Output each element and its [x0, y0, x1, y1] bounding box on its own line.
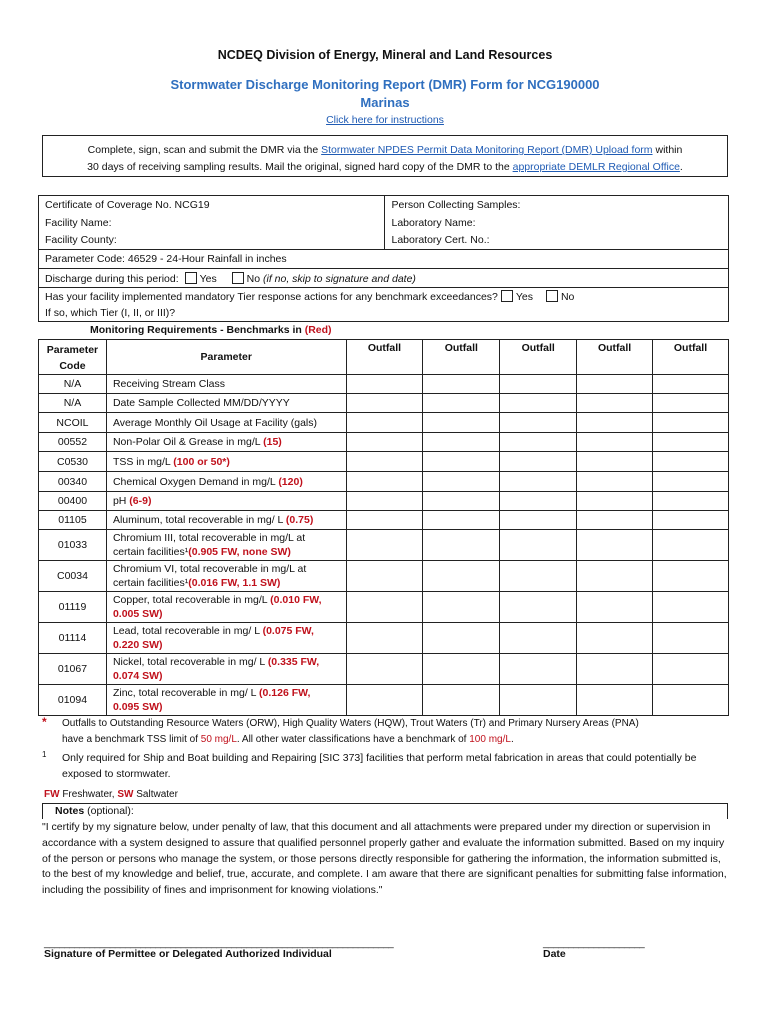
benchmark: (15) [263, 436, 282, 448]
param-text: Non-Polar Oil & Grease in mg/L [112, 436, 264, 448]
param-code: 01114 [39, 623, 107, 654]
param-text: TSS in mg/L [112, 455, 174, 468]
param-code: 01067 [39, 654, 107, 685]
form-title [0, 76, 770, 112]
param-text: Nickel, total recoverable in mg/ L [112, 656, 268, 668]
outfall-cell[interactable] [423, 623, 500, 654]
table-row [39, 511, 729, 530]
param-name [106, 685, 346, 716]
outfall-cell[interactable] [500, 592, 577, 623]
outfall-cell[interactable] [577, 433, 653, 452]
outfall-cell[interactable] [346, 592, 423, 623]
facility-info-table [38, 195, 729, 322]
outfall-cell[interactable] [346, 530, 423, 561]
outfall-cell[interactable] [500, 413, 577, 433]
form-title-line2: Marinas [360, 95, 410, 110]
param-name [106, 492, 346, 511]
notes-label: Notes [55, 805, 85, 817]
param-code: 00552 [39, 433, 107, 452]
outfall-cell[interactable] [346, 433, 423, 452]
outfall-cell[interactable] [577, 394, 653, 413]
outfall-cell[interactable] [423, 452, 500, 472]
outfall-cell[interactable] [423, 413, 500, 433]
benchmark: (6-9) [129, 495, 152, 507]
outfall-cell[interactable] [577, 375, 653, 394]
footnote-one-text: Only required for Ship and Boat building and Repairing [SIC 373] facilities that perform metal fabrication in areas that could potentially be exposed to stormwater. [62, 752, 697, 780]
param-text: Aluminum, total recoverable in mg/ L [112, 514, 286, 526]
tier-no-checkbox[interactable] [546, 290, 558, 302]
table-row [39, 394, 729, 413]
outfall-cell[interactable] [346, 375, 423, 394]
table-row [39, 452, 729, 472]
footnote-star-line1: Outfalls to Outstanding Resource Waters (ORW), High Quality Waters (HQW), Trout Waters (Tr) and Primary Nursery Areas (PNA) [62, 718, 639, 729]
param-text: Chromium III, total recoverable in mg/L at certain facilities¹ [112, 532, 306, 558]
outfall-cell[interactable] [423, 472, 500, 492]
footnote-star-line2b: . All other water classifications have a benchmark of [236, 734, 470, 745]
table-row [39, 623, 729, 654]
param-name [106, 592, 346, 623]
outfall-cell[interactable] [577, 592, 653, 623]
outfall-cell[interactable] [653, 561, 729, 592]
outfall-cell[interactable] [653, 452, 729, 472]
sw-abbrev: SW [117, 789, 134, 800]
date-label: Date [543, 948, 566, 960]
fw-text: Freshwater, [59, 789, 118, 800]
outfall-cell[interactable] [577, 530, 653, 561]
table-row [39, 413, 729, 433]
param-name [106, 472, 346, 492]
param-text: Receiving Stream Class [112, 378, 225, 390]
tier-which: If so, which Tier (I, II, or III)? [45, 306, 176, 319]
outfall-cell[interactable] [577, 413, 653, 433]
col-header-outfall-5: Outfall [653, 340, 729, 375]
param-code: C0530 [39, 452, 107, 472]
table-row [39, 561, 729, 592]
instructions-text-1: Complete, sign, scan and submit the DMR via the [87, 144, 322, 156]
outfall-cell[interactable] [577, 492, 653, 511]
outfall-cell[interactable] [346, 472, 423, 492]
table-row [39, 472, 729, 492]
discharge-no-label: No [246, 272, 261, 285]
param-name [106, 452, 346, 472]
outfall-cell[interactable] [346, 394, 423, 413]
table-row [39, 433, 729, 452]
param-code: 01119 [39, 592, 107, 623]
outfall-cell[interactable] [423, 511, 500, 530]
param-code: N/A [39, 394, 107, 413]
coc-field[interactable]: Certificate of Coverage No. NCG19 [39, 196, 385, 214]
param-code: 01033 [39, 530, 107, 561]
col-header-outfall-1: Outfall [346, 340, 423, 375]
benchmark: (0.75) [285, 514, 314, 526]
outfall-cell[interactable] [346, 413, 423, 433]
footnote-star-line2a: have a benchmark TSS limit of [62, 734, 201, 745]
lab-cert-field[interactable]: Laboratory Cert. No.: [385, 232, 729, 250]
outfall-cell[interactable] [423, 530, 500, 561]
fw-abbrev: FW [44, 789, 60, 800]
outfall-cell[interactable] [653, 433, 729, 452]
footnote-star-mark: * [42, 715, 47, 729]
tier-row [39, 288, 729, 322]
tier-yes-checkbox[interactable] [501, 290, 513, 302]
param-name [106, 623, 346, 654]
facility-name-field[interactable]: Facility Name: [39, 214, 385, 232]
instructions-link-wrap [0, 114, 770, 126]
param-code: NCOIL [39, 413, 107, 433]
footnote-star-50: 50 mg/L [200, 734, 237, 745]
outfall-cell[interactable] [423, 394, 500, 413]
outfall-cell[interactable] [346, 685, 423, 716]
signature-line[interactable]: _____________________________________________________________________ [44, 938, 394, 949]
facility-county-field[interactable]: Facility County: [39, 232, 385, 250]
param-name [106, 561, 346, 592]
discharge-label: Discharge during this period: [45, 272, 179, 285]
param-name [106, 433, 346, 452]
discharge-yes-checkbox[interactable] [185, 272, 197, 284]
outfall-cell[interactable] [653, 511, 729, 530]
signature-label: Signature of Permittee or Delegated Authorized Individual [44, 948, 332, 960]
param-code: 00340 [39, 472, 107, 492]
monitoring-caption-text: Monitoring Requirements - Benchmarks in [90, 324, 305, 336]
outfall-cell[interactable] [577, 452, 653, 472]
footnote-star-100: 100 mg/L [469, 734, 511, 745]
discharge-row [39, 269, 729, 288]
regional-office-link[interactable]: appropriate DEMLR Regional Office [512, 161, 680, 173]
tier-yes-label: Yes [515, 290, 534, 303]
outfall-cell[interactable] [653, 375, 729, 394]
outfall-cell[interactable] [653, 472, 729, 492]
notes-optional: (optional): [84, 805, 134, 817]
outfall-cell[interactable] [653, 492, 729, 511]
param-name [106, 511, 346, 530]
instructions-link[interactable]: Click here for instructions [326, 114, 444, 126]
param-code: 00400 [39, 492, 107, 511]
param-text: Average Monthly Oil Usage at Facility (gals) [112, 416, 318, 429]
param-name [106, 413, 346, 433]
param-text: Chromium VI, total recoverable in mg/L at certain facilities¹ [112, 563, 307, 589]
outfall-cell[interactable] [653, 623, 729, 654]
monitoring-table [38, 339, 729, 716]
param-code: N/A [39, 375, 107, 394]
footnote-star-line2c: . [510, 734, 514, 745]
param-text: Lead, total recoverable in mg/ L [112, 625, 263, 637]
outfall-cell[interactable] [423, 592, 500, 623]
form-title-line1: Stormwater Discharge Monitoring Report (DMR) Form for NCG190000 [170, 77, 600, 92]
discharge-yes-label: Yes [199, 272, 217, 285]
param-text: Zinc, total recoverable in mg/ L [112, 687, 260, 699]
footnote-one [42, 750, 732, 782]
instructions-text-3: 30 days of receiving sampling results. Mail the original, signed hard copy of the DMR to the [87, 161, 513, 173]
person-collecting-field[interactable]: Person Collecting Samples: [385, 196, 729, 214]
date-line[interactable]: ____________________ [543, 938, 645, 949]
instructions-text-2: within [652, 144, 683, 156]
tier-no-label: No [560, 290, 575, 303]
outfall-cell[interactable] [346, 561, 423, 592]
outfall-cell[interactable] [500, 394, 577, 413]
param-name [106, 654, 346, 685]
footnote-one-mark: 1 [42, 750, 47, 759]
col-header-outfall-2: Outfall [423, 340, 500, 375]
footnote-star [42, 714, 732, 748]
outfall-cell[interactable] [423, 492, 500, 511]
tier-question: Has your facility implemented mandatory Tier response actions for any benchmark exceedances? [45, 290, 498, 303]
param-name [106, 375, 346, 394]
table-row [39, 654, 729, 685]
outfall-cell[interactable] [423, 654, 500, 685]
outfall-cell[interactable] [577, 623, 653, 654]
param-text: pH [112, 495, 130, 507]
param-code: C0034 [39, 561, 107, 592]
monitoring-caption [90, 324, 332, 336]
param-text: Date Sample Collected MM/DD/YYYY [112, 397, 290, 409]
outfall-cell[interactable] [500, 623, 577, 654]
benchmark: (120) [278, 475, 303, 488]
benchmark: (0.905 FW, none SW) [188, 546, 291, 558]
outfall-cell[interactable] [653, 394, 729, 413]
outfall-cell[interactable] [423, 433, 500, 452]
benchmark: (0.075 FW, 0.220 SW) [112, 625, 314, 651]
param-text: Copper, total recoverable in mg/L [112, 594, 271, 606]
outfall-cell[interactable] [346, 452, 423, 472]
outfall-cell[interactable] [423, 375, 500, 394]
outfall-cell[interactable] [653, 530, 729, 561]
lab-name-field[interactable]: Laboratory Name: [385, 214, 729, 232]
certification-text: "I certify by my signature below, under penalty of law, that this document and all attachments were prepared under my direction or supervision in accordance with a system designed to assure that qualified personnel properly gather and evaluate the information submitted. Based on my inquiry of the person or persons who manage the system, or those persons directly responsible for gathering the information, the information submitted is, to the best of my knowledge and belief, true, accurate, and complete. I am aware that there are significant penalties for submitting false information, including the possibility of fines and imprisonment for knowing violations." [42, 821, 727, 897]
outfall-cell[interactable] [423, 561, 500, 592]
outfall-cell[interactable] [346, 492, 423, 511]
outfall-cell[interactable] [500, 375, 577, 394]
outfall-cell[interactable] [577, 685, 653, 716]
parameter-code-row: Parameter Code: 46529 - 24-Hour Rainfall in inches [39, 250, 729, 269]
benchmark: (100 or 50*) [173, 455, 230, 468]
table-row [39, 685, 729, 716]
outfall-cell[interactable] [500, 433, 577, 452]
col-header-outfall-4: Outfall [577, 340, 653, 375]
outfall-cell[interactable] [577, 654, 653, 685]
outfall-cell[interactable] [500, 492, 577, 511]
outfall-cell[interactable] [653, 685, 729, 716]
outfall-cell[interactable] [346, 511, 423, 530]
sw-text: Saltwater [133, 789, 178, 800]
table-row [39, 375, 729, 394]
benchmark: (0.016 FW, 1.1 SW) [188, 577, 281, 589]
dmr-upload-link[interactable]: Stormwater NPDES Permit Data Monitoring Report (DMR) Upload form [321, 144, 653, 156]
agency-title: NCDEQ Division of Energy, Mineral and Land Resources [217, 48, 553, 62]
outfall-cell[interactable] [500, 452, 577, 472]
notes-box[interactable] [42, 803, 728, 819]
param-text: Chemical Oxygen Demand in mg/L [112, 475, 279, 488]
table-row [39, 530, 729, 561]
param-name [106, 394, 346, 413]
discharge-no-checkbox[interactable] [232, 272, 244, 284]
outfall-cell[interactable] [500, 654, 577, 685]
param-code: 01105 [39, 511, 107, 530]
benchmark: (0.010 FW, 0.005 SW) [112, 594, 322, 620]
outfall-cell[interactable] [500, 511, 577, 530]
table-row [39, 592, 729, 623]
monitoring-caption-red: (Red) [304, 324, 332, 336]
outfall-cell[interactable] [423, 685, 500, 716]
col-header-parameter: Parameter [106, 340, 346, 375]
outfall-cell[interactable] [653, 654, 729, 685]
outfall-cell[interactable] [500, 472, 577, 492]
instructions-text-4: . [679, 161, 683, 173]
benchmark: (0.335 FW, 0.074 SW) [112, 656, 320, 682]
outfall-cell[interactable] [500, 685, 577, 716]
outfall-cell[interactable] [346, 623, 423, 654]
param-code: 01094 [39, 685, 107, 716]
param-name [106, 530, 346, 561]
outfall-cell[interactable] [500, 561, 577, 592]
outfall-cell[interactable] [577, 511, 653, 530]
outfall-cell[interactable] [346, 654, 423, 685]
discharge-note: (if no, skip to signature and date) [263, 272, 416, 285]
outfall-cell[interactable] [577, 472, 653, 492]
outfall-cell[interactable] [653, 413, 729, 433]
instructions-box [42, 135, 728, 177]
col-header-outfall-3: Outfall [500, 340, 577, 375]
outfall-cell[interactable] [577, 561, 653, 592]
table-row [39, 492, 729, 511]
fw-sw-legend [44, 787, 178, 803]
benchmark: (0.126 FW, 0.095 SW) [112, 687, 311, 713]
outfall-cell[interactable] [653, 592, 729, 623]
outfall-cell[interactable] [500, 530, 577, 561]
col-header-code: Parameter Code [39, 340, 107, 375]
